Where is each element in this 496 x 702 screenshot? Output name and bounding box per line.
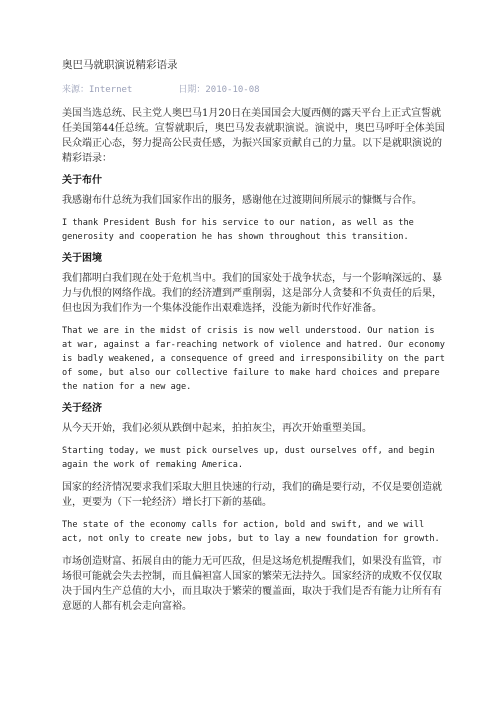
article-source: 来源：Internet [62, 85, 133, 95]
section-heading-crisis: 关于困境 [62, 253, 102, 264]
economy-chinese-paragraph-1: 从今天开始，我们必须从跌倒中起来，拍拍灰尘，再次开始重塑美国。 [62, 423, 372, 434]
section-heading-bush: 关于布什 [62, 175, 102, 186]
document-page [62, 58, 450, 622]
article-date: 日期：2010-10-08 [178, 85, 260, 95]
economy-english-paragraph-2: The state of the economy calls for action, bold and swift, and we will act, not only to create new jobs, but to lay a new foundation for growth. [62, 520, 440, 544]
bush-english-paragraph: I thank President Bush for his service to our nation, as well as the generosity and cooperation he has shown throughout this transition. [62, 218, 414, 242]
economy-chinese-paragraph-3: 市场创造财富、拓展自由的能力无可匹敌，但是这场危机提醒我们，如果没有监管，市场很可能就会失去控制，而且偏袒富人国家的繁荣无法持久。国家经济的成败不仅仅取决于国内生产总值的大小，而且取决于繁荣的覆盖面，取决于我们是否有能力让所有有意愿的人都有机会走向富裕。 [62, 556, 442, 612]
crisis-chinese-paragraph: 我们都明白我们现在处于危机当中。我们的国家处于战争状态，与一个影响深远的、暴力与仇恨的网络作战。我们的经济遭到严重削弱，这是部分人贪婪和不负责任的后果，但也因为我们作为一个集体没能作出艰难选择，没能为新时代作好准备。 [62, 273, 442, 314]
intro-paragraph: 美国当选总统、民主党人奥巴马1月20日在美国国会大厦西侧的露天平台上正式宣誓就任美国第44任总统。宣誓就职后，奥巴马发表就职演说。演说中，奥巴马呼吁全体美国民众端正心态，努力提高公民责任感，为振兴国家贡献自己的力量。以下是就职演说的精彩语录： [62, 108, 445, 164]
crisis-english-paragraph: That we are in the midst of crisis is now well understood. Our nation is at war, against a far-reaching network of violence and hatred. Our economy is badly weakened, a consequence of greed and irresponsibility on the part of some, but also our collective failure to make hard choices and prepare the nation for a new age. [62, 326, 445, 392]
economy-english-paragraph-1: Starting today, we must pick ourselves up, dust ourselves off, and begin again the work of remaking America. [62, 446, 435, 470]
economy-chinese-paragraph-2: 国家的经济情况要求我们采取大胆且快速的行动，我们的确是要行动，不仅是要创造就业，更要为（下一轮经济）增长打下新的基础。 [62, 482, 442, 508]
article-meta [62, 84, 450, 97]
article-title: 奥巴马就职演说精彩语录 [62, 59, 178, 71]
section-heading-economy: 关于经济 [62, 403, 102, 414]
bush-chinese-paragraph: 我感谢布什总统为我们国家作出的服务，感谢他在过渡期间所展示的慷慨与合作。 [62, 195, 422, 206]
